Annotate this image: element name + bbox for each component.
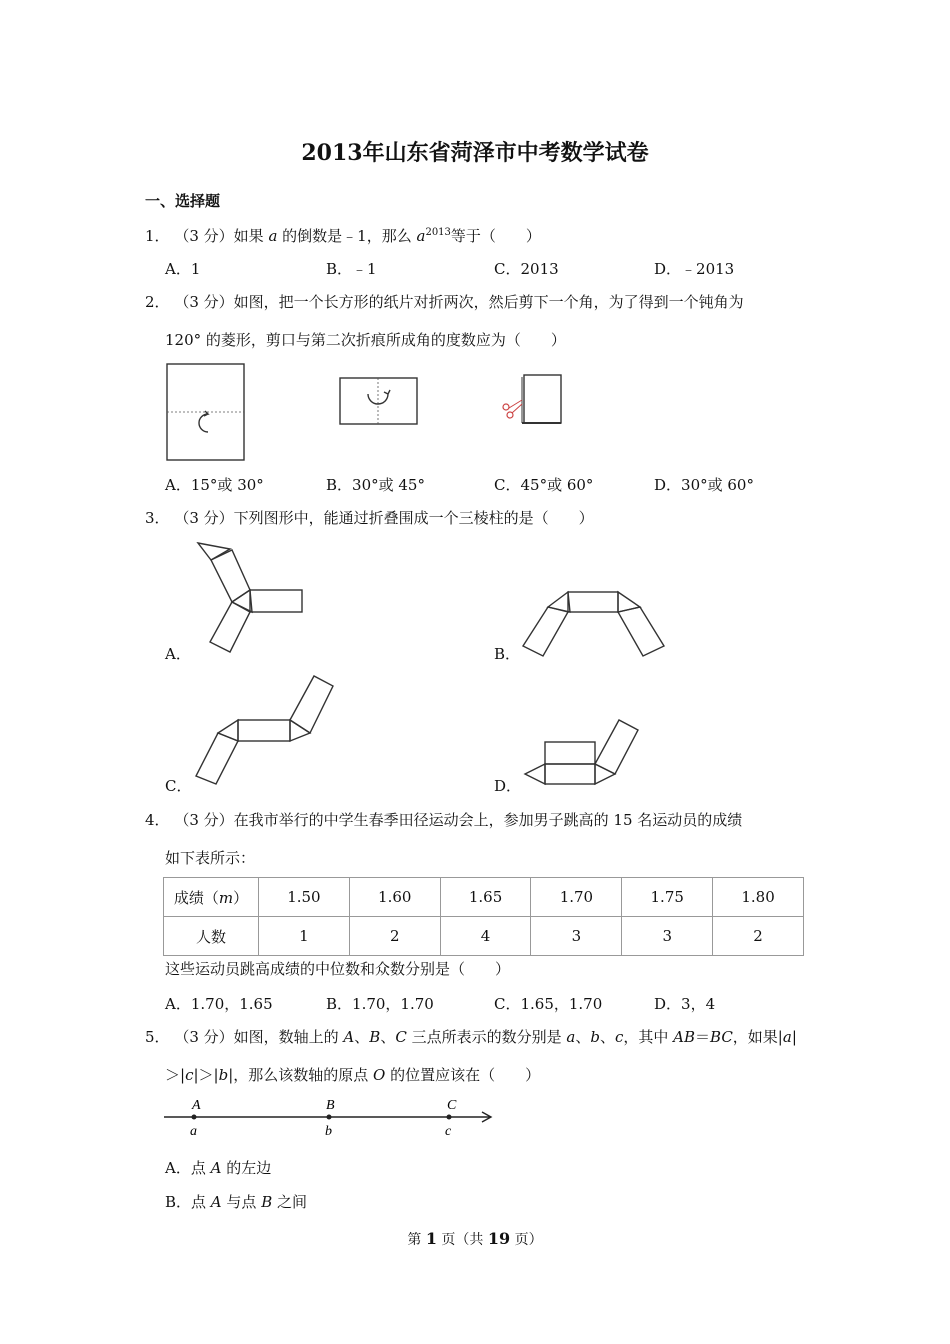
page-title: 2013年山东省菏泽市中考数学试卷 — [301, 140, 649, 166]
option-c: C．45°或 60° — [494, 476, 594, 494]
net-d — [525, 720, 638, 784]
table-cell: 1.65 — [440, 878, 531, 917]
net-label-d: D． — [494, 777, 522, 795]
table-cell: 3 — [622, 917, 713, 956]
point-b — [327, 1115, 332, 1120]
option-a: A．点 A 的左边 — [165, 1159, 272, 1177]
question-text-cont: 如下表所示： — [165, 849, 256, 867]
option-d: D．30°或 60° — [654, 476, 754, 494]
current-page: 1 — [425, 1229, 437, 1248]
label-value-c: c — [445, 1124, 452, 1139]
table-cell: 1.75 — [622, 878, 713, 917]
question-number: 3． — [145, 509, 170, 527]
total-pages: 19 — [487, 1229, 511, 1248]
option-b: B．﹣1 — [326, 260, 377, 278]
table-cell: 1.60 — [349, 878, 440, 917]
question-text: （3 分）如图，把一个长方形的纸片对折两次，然后剪下一个角，为了得到一个钝角为 — [174, 293, 744, 311]
question-number: 2． — [145, 293, 170, 311]
question-text-cont: ＞|c|＞|b|，那么该数轴的原点 O 的位置应该在（ ） — [165, 1066, 541, 1084]
option-b: B．点 A 与点 B 之间 — [165, 1193, 307, 1211]
table-header-cell: 人数 — [164, 917, 259, 956]
table-cell: 1.80 — [713, 878, 804, 917]
net-label-b: B． — [494, 645, 521, 663]
section-heading: 一、选择题 — [145, 192, 221, 210]
question-number: 5． — [145, 1028, 170, 1046]
exponent: 2013 — [425, 227, 451, 238]
table-cell: 2 — [349, 917, 440, 956]
net-a — [198, 543, 302, 652]
variable: a — [416, 227, 426, 245]
question-text: （3 分）在我市举行的中学生春季田径运动会上，参加男子跳高的 15 名运动员的成绩 — [174, 811, 743, 829]
table-cell: 1.70 — [531, 878, 622, 917]
label-point-c: C — [447, 1098, 457, 1113]
table-cell: 4 — [440, 917, 531, 956]
label-point-b: B — [326, 1098, 335, 1113]
option-d: D．﹣2013 — [654, 260, 735, 278]
table-cell: 2 — [713, 917, 804, 956]
table-row — [164, 917, 804, 956]
net-label-a: A． — [165, 645, 191, 663]
option-b: B．30°或 45° — [326, 476, 425, 494]
net-b — [523, 592, 664, 656]
option-c: C．1.65，1.70 — [494, 995, 603, 1013]
table-cell: 3 — [531, 917, 622, 956]
question-4 — [145, 810, 742, 830]
page-footer: 第 1 页（共 19 页） — [407, 1229, 543, 1248]
question-text: 等于（ ） — [450, 227, 541, 245]
label-value-a: a — [190, 1124, 197, 1139]
question-text-cont: 这些运动员跳高成绩的中位数和众数分别是（ ） — [165, 960, 511, 978]
table-row — [164, 878, 804, 917]
question-text: 的倒数是﹣1，那么 — [282, 227, 412, 245]
point-c — [447, 1115, 452, 1120]
question-number: 1． — [145, 227, 170, 245]
table-header-cell: 成绩（m） — [164, 878, 259, 917]
question-text-cont: 120° 的菱形，剪口与第二次折痕所成角的度数应为（ ） — [165, 331, 566, 349]
net-c — [196, 676, 333, 784]
point-a — [192, 1115, 197, 1120]
label-point-a: A — [192, 1098, 201, 1113]
score-table — [163, 877, 804, 956]
option-c: C．2013 — [494, 260, 559, 278]
label-value-b: b — [325, 1124, 332, 1139]
table-cell: 1.50 — [259, 878, 350, 917]
question-text: 如果 — [233, 227, 264, 245]
question-number: 4． — [145, 811, 170, 829]
number-line — [160, 1093, 500, 1141]
question-score: （3 分） — [174, 227, 234, 245]
question-5: 5． （3 分）如图，数轴上的 A、B、C 三点所表示的数分别是 a、b、c，其中 AB＝BC，如果|a| — [145, 1028, 797, 1046]
option-a: A．1 — [165, 260, 201, 278]
option-b: B．1.70，1.70 — [326, 995, 434, 1013]
variable: a — [268, 227, 278, 245]
option-a: A．1.70，1.65 — [165, 995, 273, 1013]
option-a: A．15°或 30° — [165, 476, 264, 494]
net-label-c: C． — [165, 777, 192, 795]
option-d: D．3，4 — [654, 995, 716, 1013]
table-cell: 1 — [259, 917, 350, 956]
question-text: （3 分）下列图形中，能通过折叠围成一个三棱柱的是（ ） — [174, 509, 594, 527]
